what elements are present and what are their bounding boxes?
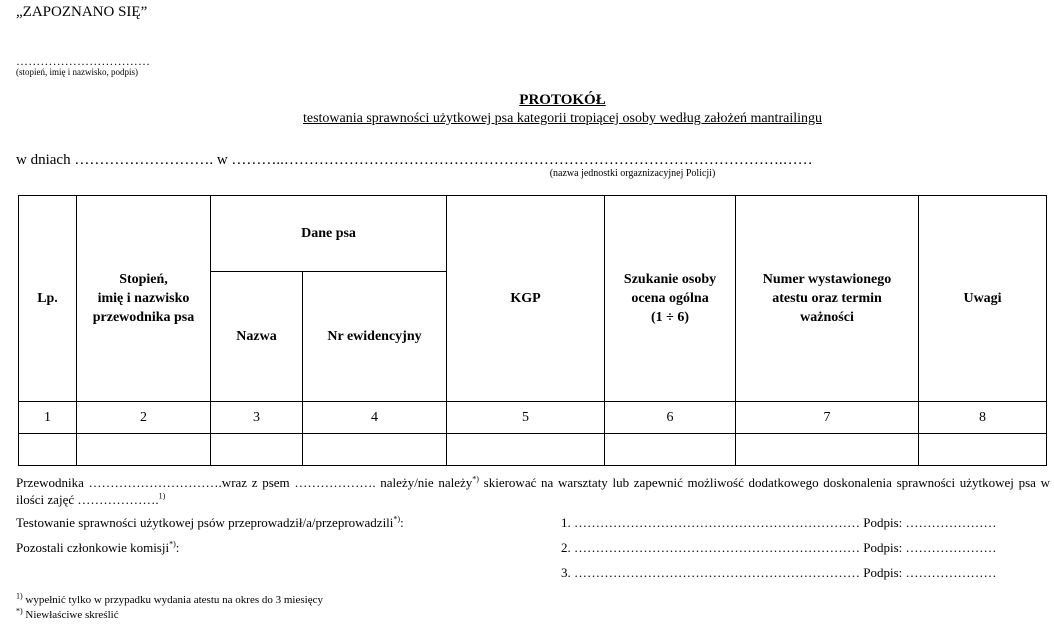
column-number: 5	[447, 402, 605, 434]
footnote-text: wypełnić tylko w przypadku wydania atestu na okres do 3 miesięcy	[22, 594, 323, 606]
document-title: PROTOKÓŁ	[519, 92, 606, 108]
table-cell[interactable]	[736, 434, 919, 466]
footnote-marker: *)	[393, 514, 401, 524]
table-cell[interactable]	[447, 434, 605, 466]
footnote-marker: 1)	[158, 491, 166, 501]
table-cell[interactable]	[303, 434, 447, 466]
header-dog-id: Nr ewidencyjny	[303, 272, 447, 402]
other-members-label	[16, 540, 179, 556]
table-row	[19, 434, 1047, 466]
signature-row-1: 1. ………………………………………………………… Podpis: …………………	[561, 515, 997, 530]
acknowledged-label: „ZAPOZNANO SIĘ”	[16, 4, 148, 20]
header-dog-name: Nazwa	[211, 272, 303, 402]
referral-paragraph	[16, 474, 1050, 508]
signature-row-2: 2. ………………………………………………………… Podpis: …………………	[561, 540, 997, 555]
table-cell[interactable]	[605, 434, 736, 466]
footnote-marker: *)	[16, 606, 23, 616]
paragraph-text: skierować na warsztaty lub zapewnić możliwość dodatkowego doskonalenia sprawności użytkowej psa w ilości zajęć ……………….	[16, 475, 1050, 507]
column-number: 3	[211, 402, 303, 434]
footnote-text: Niewłaściwe skreślić	[22, 609, 119, 621]
header-handler: Stopień, imię i nazwisko przewodnika psa	[77, 196, 211, 402]
signature-row-3: 3. ………………………………………………………… Podpis: …………………	[561, 565, 997, 580]
colon: :	[400, 515, 404, 530]
unit-caption: (nazwa jednostki orgaznizacyjnej Policji)	[549, 168, 716, 179]
document-subtitle: testowania sprawności użytkowej psa kategorii tropiącej osoby według założeń mantrailingu	[302, 111, 822, 126]
table-cell[interactable]	[919, 434, 1047, 466]
column-number: 8	[919, 402, 1047, 434]
tested-by-label	[16, 515, 404, 531]
table-cell[interactable]	[19, 434, 77, 466]
column-number: 2	[77, 402, 211, 434]
footnote-marker: *)	[169, 539, 176, 549]
signature-caption: (stopień, imię i nazwisko, podpis)	[16, 67, 138, 77]
header-dog-data: Dane psa	[211, 196, 447, 272]
colon: :	[175, 540, 180, 555]
evaluation-table	[18, 195, 1047, 466]
paragraph-text: Przewodnika ………………………….wraz z psem ………………. należy/nie należy	[16, 475, 473, 490]
tested-by-text: Testowanie sprawności użytkowej psów przeprowadził/a/przeprowadzili	[16, 515, 394, 530]
header-certificate: Numer wystawionego atestu oraz termin ważności	[736, 196, 919, 402]
footnote-marker: 1)	[16, 591, 23, 601]
footnote-2	[16, 606, 119, 621]
column-number: 7	[736, 402, 919, 434]
footnote-marker: *)	[472, 474, 479, 484]
signature-line: ……………………………	[16, 54, 151, 68]
table-cell[interactable]	[77, 434, 211, 466]
column-number: 6	[605, 402, 736, 434]
column-number: 1	[19, 402, 77, 434]
header-kgp: KGP	[447, 196, 605, 402]
header-search-score: Szukanie osoby ocena ogólna (1 ÷ 6)	[605, 196, 736, 402]
other-members-text: Pozostali członkowie komisji	[16, 540, 170, 555]
footnote-1	[16, 591, 323, 606]
date-location-line: w dniach ………………………. w ………..……………………………………………………………………………………….……	[16, 152, 813, 168]
column-number: 4	[303, 402, 447, 434]
header-lp: Lp.	[19, 196, 77, 402]
table-cell[interactable]	[211, 434, 303, 466]
header-notes: Uwagi	[919, 196, 1047, 402]
column-number-row	[19, 402, 1047, 434]
